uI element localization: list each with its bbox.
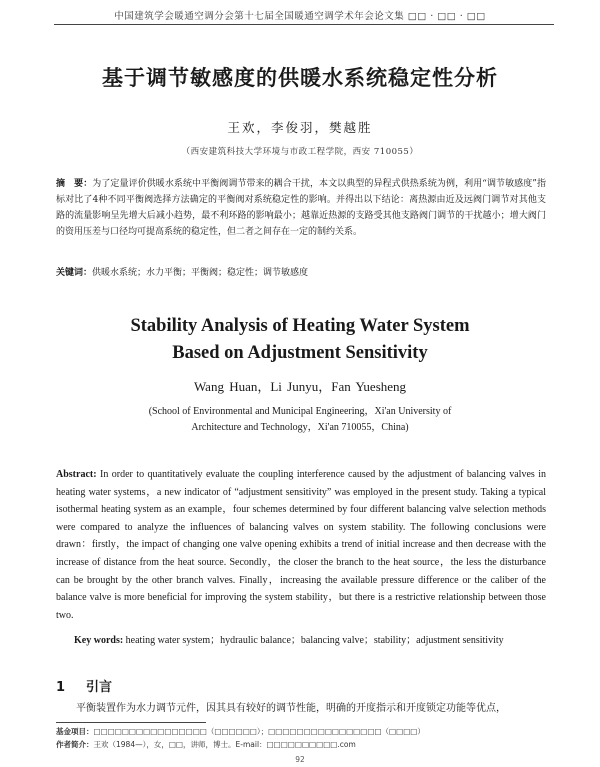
english-abstract-label: Abstract: <box>56 469 97 480</box>
chinese-abstract-label: 摘 要： <box>56 179 93 189</box>
english-keywords-text: heating water system；hydraulic balance；balancing valve；stability；adjustment sensitivity <box>125 635 504 646</box>
chinese-abstract <box>56 176 546 240</box>
section-number: 1 <box>56 680 66 695</box>
english-abstract <box>56 466 546 624</box>
section-title: 引言 <box>86 680 113 695</box>
fund-footnote-label: 基金项目： <box>56 727 94 736</box>
footnote-rule <box>56 722 206 723</box>
english-keywords <box>74 634 546 648</box>
chinese-title: 基于调节敏感度的供暖水系统稳定性分析 <box>102 66 498 90</box>
fund-footnote <box>56 726 546 737</box>
english-title <box>0 313 600 367</box>
chinese-keywords <box>56 266 546 280</box>
english-authors: Wang Huan，Li Junyu，Fan Yuesheng <box>193 379 407 394</box>
chinese-authors: 王欢，李俊羽，樊越胜 <box>227 120 373 135</box>
chinese-abstract-text: 为了定量评价供暖水系统中平衡阀调节带来的耦合干扰，本文以典型的异程式供热系统为例，利用“调节敏感度”指标对比了4种不同平衡阀选择方法确定的平衡阀对系统稳定性的影响。并得出以下结论：离热源由近及远阀门调节对其他支路的流量影响呈先增大后减小趋势，最不利环路的影响最小；越靠近热源的支路受其他支路阀门调节的干扰越小；增大阀门的资用压差与口径均可提高系统的稳定性，但二者之间存在一定的制约关系。 <box>56 179 546 237</box>
header-rule <box>54 24 554 25</box>
english-affiliation-line-2: Architecture and Technology，Xi'an 710055，China) <box>191 422 409 433</box>
author-footnote <box>56 739 546 750</box>
running-header: 中国建筑学会暖通空调分会第十七届全国暖通空调学术年会论文集 □□ · □□ · □□ <box>114 11 486 22</box>
chinese-keywords-label: 关键词： <box>56 268 93 278</box>
english-abstract-text: In order to quantitatively evaluate the coupling interference caused by the adjustment of balancing valves in heating water systems，a new indicator of “adjustment sensitivity” was employed in the present study. Taking a typical isothermal heating system as an example，four schemes determined by four different balancing valve selection methods were compared to analyze the influences of balancing valves on system stability. The following conclusions were drawn：firstly，the impact of changing one valve opening exhibits a trend of initial increase and then decrease with the increase of distance from the heat source. Secondly，the closer the branch to the heat source，the less the disturbance can be brought by the other branch valves. Finally，increasing the available pressure difference or the caliber of the balance valve is more beneficial for improving the system stability，but there is a restrictive relationship between those two. <box>56 469 546 621</box>
chinese-affiliation: （西安建筑科技大学环境与市政工程学院，西安 710055） <box>181 147 419 157</box>
section-heading <box>56 676 112 695</box>
body-paragraph: 平衡装置作为水力调节元件，因其具有较好的调节性能，明确的开度指示和开度锁定功能等优点， <box>76 703 506 714</box>
page-number: 92 <box>295 755 305 764</box>
author-footnote-text: 王欢（1984—），女，□□，讲师，博士。E-mail：□□□□□□□□□□.com <box>93 740 356 749</box>
chinese-keywords-text: 供暖水系统；水力平衡；平衡阀；稳定性；调节敏感度 <box>92 268 309 278</box>
english-affiliation-line-1: (School of Environmental and Municipal Engineering，Xi'an University of <box>148 406 452 417</box>
fund-footnote-text: □□□□□□□□□□□□□□□□（□□□□□□）；□□□□□□□□□□□□□□□□（□□□□） <box>93 727 425 736</box>
english-title-line-2: Based on Adjustment Sensitivity <box>172 343 428 363</box>
english-title-line-1: Stability Analysis of Heating Water System <box>130 316 470 336</box>
english-keywords-label: Key words: <box>74 635 124 646</box>
author-footnote-label: 作者简介： <box>56 740 94 749</box>
english-affiliation <box>0 404 600 436</box>
